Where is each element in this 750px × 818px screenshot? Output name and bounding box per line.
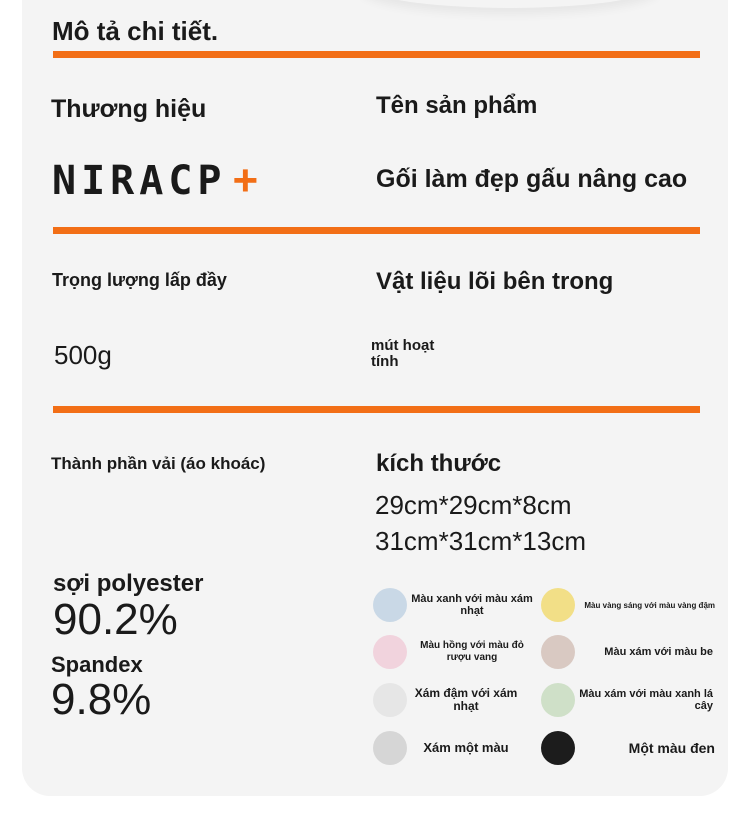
section-title: Mô tả chi tiết. [52,16,219,46]
color-option [373,635,537,669]
core-material-value-line1: mút hoạt [371,337,435,354]
fill-weight-label: Trọng lượng lấp đầy [52,270,227,290]
color-swatch [373,635,407,669]
color-label: Một màu đen [628,740,715,756]
color-label: Màu xanh với màu xám nhạt [411,593,533,617]
core-material-label: Vật liệu lõi bên trong [376,268,614,295]
color-option [541,588,715,622]
divider [53,406,700,413]
color-option [373,588,537,622]
color-swatch [373,683,407,717]
color-label: Màu vàng sáng với màu vàng đậm [584,600,715,610]
color-label: Màu xám với màu xanh lá cây [579,688,713,712]
color-option [541,683,713,717]
brand-logo-plus: + [232,156,259,205]
color-swatch [373,731,407,765]
brand-logo [52,156,258,206]
brand-label: Thương hiệu [51,95,207,123]
fill-weight-value: 500g [54,340,112,370]
size-option-2: 31cm*31cm*13cm [375,526,586,556]
size-option-1: 29cm*29cm*8cm [375,490,572,520]
color-option [541,635,713,669]
divider [53,51,700,58]
brand-logo-text: NIRACP [52,158,227,204]
color-swatch [541,635,575,669]
fabric-item-2 [51,652,151,722]
product-name-value: Gối làm đẹp gấu nâng cao [376,165,688,193]
color-label: Màu hồng với màu đỏ rượu vang [420,640,524,663]
color-option [373,731,525,765]
fabric-item-percent: 90.2% [53,595,178,644]
core-material-value-line2: tính [371,353,399,370]
fabric-item-1 [53,570,203,642]
divider [53,227,700,234]
color-label: Xám một màu [423,740,509,755]
fabric-item-percent: 9.8% [51,675,152,724]
color-option [541,731,715,765]
size-label: kích thước [376,450,502,477]
color-swatch [541,588,575,622]
core-material-value [371,338,434,370]
color-swatch [541,683,575,717]
color-label: Xám đậm với xám nhạt [414,686,518,713]
color-swatch [373,588,407,622]
color-label: Màu xám với màu be [604,646,713,658]
fabric-item-name: sợi polyester [53,570,204,597]
fabric-label: Thành phần vải (áo khoác) [51,454,266,473]
product-name-label: Tên sản phẩm [376,92,538,119]
color-swatch [541,731,575,765]
color-option [373,683,525,717]
fabric-item-name: Spandex [51,652,143,677]
